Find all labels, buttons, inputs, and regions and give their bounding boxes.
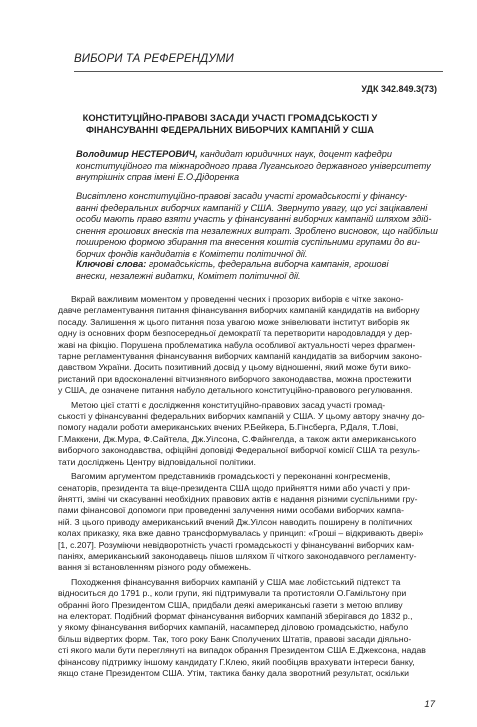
abstract-line: Висвітлено конституційно-правові засади участі громадськості у фінансу- [76,191,408,201]
body-line: сенаторів, президента та віце-президента США щодо прийняття ними або участі у при- [58,482,411,493]
author-line [76,149,406,161]
keywords-text: громадськість, федеральна виборча кампанія, грошові [146,259,389,269]
body-line: помогу надали роботи американських вчених Р.Бейкера, Б.Гінсберга, Р.Даля, Т.Лові, [58,422,399,433]
body-line: фінансову підтримку іншому кандидату Г.Клею, який пообіцяв врахувати інтереси банку, [58,656,415,667]
keywords [76,259,406,282]
keywords-label: Ключові слова: [76,259,147,269]
body-line: Г.Маккени, Дж.Мура, Ф.Сайтела, Дж.Уілсона, С.Файнгелда, а також акти американського [58,433,417,444]
keywords-line [76,259,406,271]
article-title [80,112,380,136]
body-line: Вкрай важливим моментом у проведенні чесних і прозорих виборів є чітке законо- [71,294,404,304]
body-line: у США, де означене питання набуло детального конституційно-правового регулювання. [58,385,413,396]
author-name: Володимир НЕСТЕРОВИЧ, [76,149,198,159]
author-affiliation: внутрішніх справ імені Е.О.Дідоренка [76,172,240,182]
body-line: обранні його Президентом США, придбали деякі американські газети з метою впливу [58,599,403,610]
body-line: більш відвертих форм. Так, того року Банк Сполучених Штатів, правові засади діяльно- [58,633,412,644]
body-line: у якому фінансування виборчих кампаній, насамперед діловою громадськістю, набуло [58,622,409,633]
body-line: одну із основних форм безпосередньої демократії та перетворити народовладдя у дер- [58,328,413,339]
keywords-line: внески, незалежні видатки, Комітет політичної дії. [76,270,301,281]
body-line: Вагомим аргументом представників громадськості у переконанні конгресменів, [71,471,391,482]
udk-code: УДК 342.849.3(73) [361,84,437,94]
body-line: колах приказку, яка вже давно трансформувалась у принцип: «Гроші – відкривають двері» [58,528,424,539]
body-line: паніях, американський законодавець пішов шляхом її чіткого законодавчого регламенту- [58,550,417,561]
author-affiliation: конституційного та міжнародного права Луганського державного університету [76,160,431,171]
body-line: пами фінансової допомоги при проведенні залучення ними особами виборчих кампа- [58,505,404,516]
body-line: тарне регламентування фінансування виборчих кампаній кандидатів за виборчим законо- [58,351,423,362]
title-line: КОНСТИТУЦІЙНО-ПРАВОВІ ЗАСАДИ УЧАСТІ ГРОМАДСЬКОСТІ У [82,113,378,123]
abstract [76,191,438,260]
body-line: тати досліджень Центру відповідальної політики. [58,456,256,467]
abstract-line: снення грошових внесків та незалежних витрат. Зроблено висновок, що найбільш [76,225,438,236]
body-line: ній. З цього приводу американський вчений Дж.Уілсон наводить поширену в політичних [58,516,413,527]
body-line: ськості у фінансуванні федеральних виборчих кампаній у США. У цьому автору значну до- [58,411,425,422]
body-line: якщо стане Президентом США. Утім, тактика банку дала зворотний результат, оскільки [58,668,409,678]
author-block [76,149,431,184]
abstract-line: особи мають право взяти участь у фінансуванні виборчих кампаній шляхом здій- [76,214,432,224]
abstract-line: поширеною формою збирання та внесення коштів суспільними групами до ви- [76,237,420,247]
body-line: ристаний при вдосконаленні вітчизняного виборчого законодавства, можна простежити [58,373,412,384]
body-line: [1, с.207]. Розуміючи невідворотність участі громадськості у фінансуванні виборчих кам- [58,539,415,550]
article-body [58,294,430,679]
body-line: виборчого законодавства, офіційні доповіді Федеральної виборчої комісії США та резуль- [58,445,420,456]
running-header [48,10,443,70]
page-number: 17 [424,699,435,710]
body-line: жаві на фікцію. Порушена проблематика набула особливої актуальності через фрагмен- [58,339,416,350]
author-credentials: кандидат юридичних наук, доцент кафедри [197,149,392,159]
body-line: давством України. Досить позитивний досвід у цьому відношенні, який може бути вико- [58,362,411,373]
body-line: відноситься до 1791 р., коли групи, які підтримували та протистояли О.Гамільтону при [58,588,407,599]
body-line: на електорат. Подібний формат фінансування виборчих кампаній зберігався до 1832 р., [58,610,413,621]
body-line: йнятті, зміні чи скасуванні необхідних правових актів є надання різними суспільними гру- [58,493,418,504]
body-line: давче регламентування питання фінансування виборчих кампаній кандидатів на виборну [58,305,420,316]
body-line: сті якого мали бути переглянуті на випадок обрання Президентом США Е.Джексона, надав [58,645,426,656]
body-line: вання зі встановленням різного роду обмежень. [58,562,252,573]
body-line: посаду. Залишення ж цього питання поза увагою може знівелювати інститут виборів як [58,316,410,327]
header-rule [74,71,443,72]
body-line: Метою цієї статті є дослідження конституційно-правових засад участі громад- [71,399,386,410]
section-title: ВИБОРИ ТА РЕФЕРЕНДУМИ [74,53,234,65]
title-line: ФІНАНСУВАННІ ФЕДЕРАЛЬНИХ ВИБОРЧИХ КАМПАНІЙ У США [86,125,374,135]
abstract-line: борчих фондів кандидатів є Комітети політичної дії. [76,248,308,259]
abstract-line: ванні федеральних виборчих кампаній у США. Звернуто увагу, що усі зацікавлені [76,202,428,213]
body-line: Походження фінансування виборчих кампаній у США має лобістський підтекст та [71,576,401,587]
